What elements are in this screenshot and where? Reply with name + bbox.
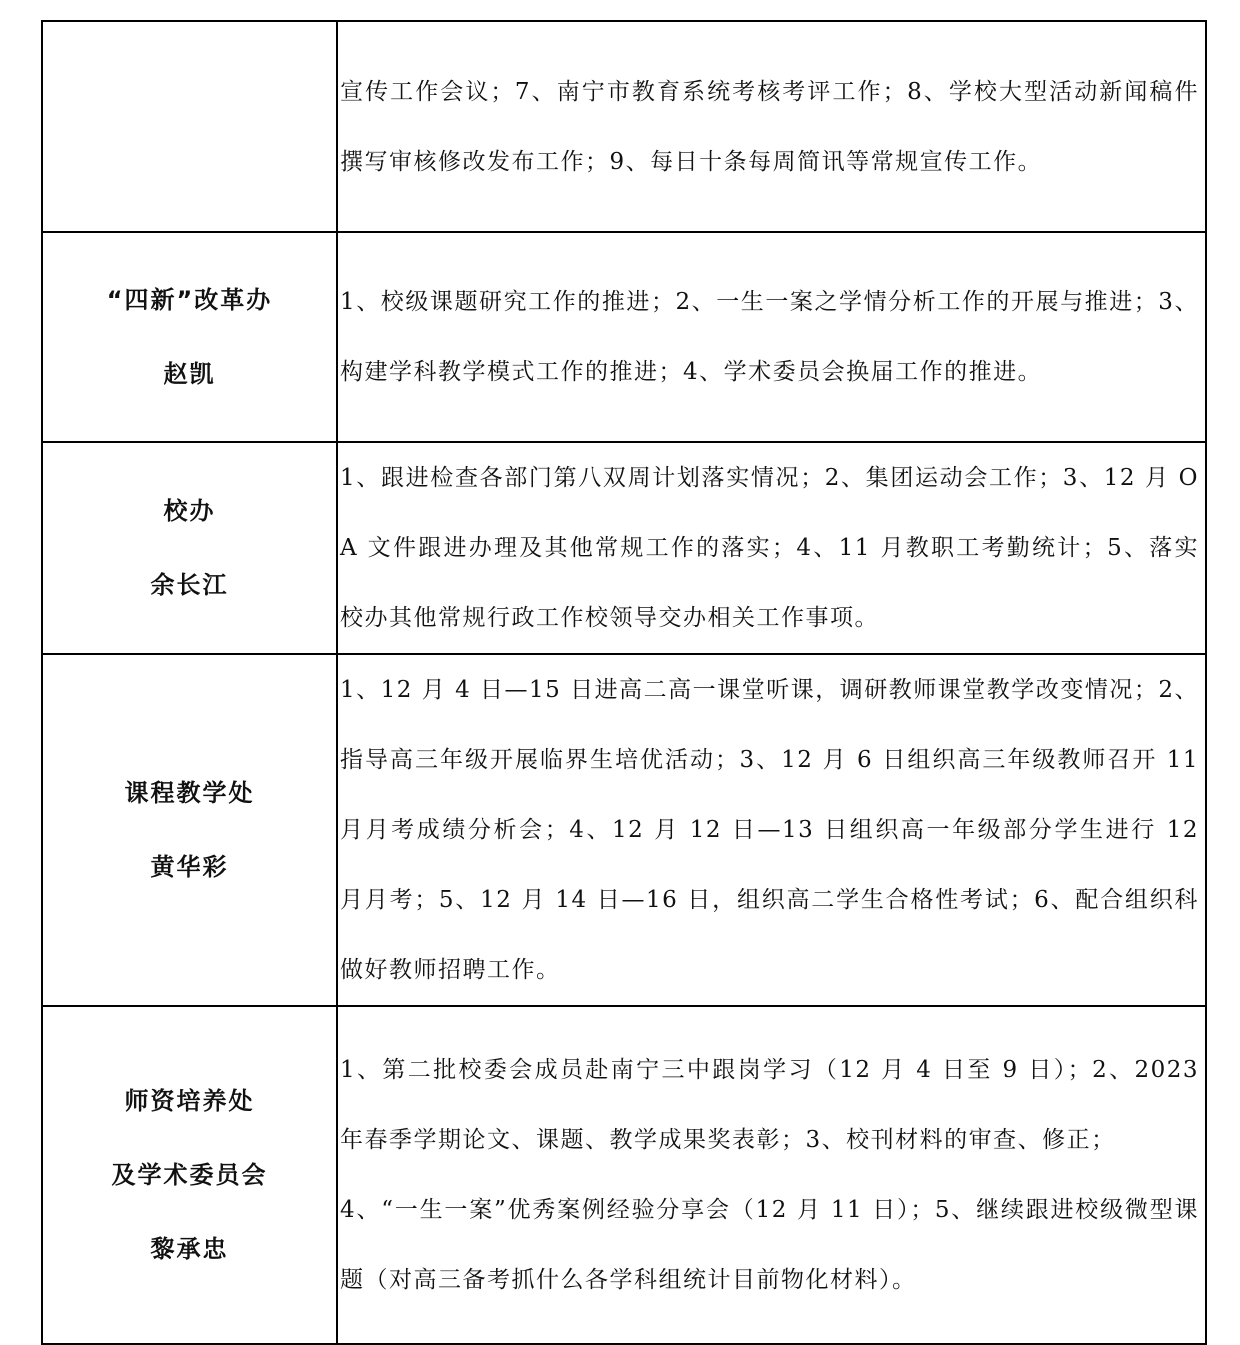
work-plan-table xyxy=(41,20,1207,1345)
department-cell xyxy=(42,654,337,1006)
task-cell xyxy=(337,442,1206,654)
table-row xyxy=(42,442,1206,654)
person-name: 黄华彩 xyxy=(150,853,229,881)
department-cell xyxy=(42,232,337,442)
task-paragraph: 1、校级课题研究工作的推进；2、一生一案之学情分析工作的开展与推进；3、构建学科教学模式工作的推进；4、学术委员会换届工作的推进。 xyxy=(340,289,1199,385)
department-name: 课程教学处 xyxy=(124,779,255,807)
table-row xyxy=(42,1006,1206,1344)
task-paragraph: 4、“一生一案”优秀案例经验分享会（12 月 11 日）；5、继续跟进校级微型课题（对高三备考抓什么各学科组统计目前物化材料）。 xyxy=(340,1197,1199,1293)
table-row xyxy=(42,654,1206,1006)
department-cell xyxy=(42,1006,337,1344)
department-name: 校办 xyxy=(163,497,216,525)
department-name: 师资培养处 xyxy=(124,1087,255,1115)
task-cell xyxy=(337,654,1206,1006)
task-paragraph: 宣传工作会议；7、南宁市教育系统考核考评工作；8、学校大型活动新闻稿件撰写审核修改发布工作；9、每日十条每周简讯等常规宣传工作。 xyxy=(340,78,1199,175)
department-cell xyxy=(42,442,337,654)
task-cell xyxy=(337,232,1206,442)
task-cell xyxy=(337,21,1206,232)
department-name-continued: 及学术委员会 xyxy=(111,1161,268,1189)
person-name: 余长江 xyxy=(150,571,229,599)
department-cell xyxy=(42,21,337,232)
person-name: 赵凯 xyxy=(163,360,216,388)
person-name: 黎承忠 xyxy=(150,1235,229,1263)
department-name: “四新”改革办 xyxy=(106,286,273,314)
table-row xyxy=(42,232,1206,442)
task-paragraph: 1、第二批校委会成员赴南宁三中跟岗学习（12 月 4 日至 9 日）；2、2023 年春季学期论文、课题、教学成果奖表彰；3、校刊材料的审查、修正； xyxy=(340,1057,1199,1153)
table-row xyxy=(42,21,1206,232)
task-paragraph: 1、12 月 4 日—15 日进高二高一课堂听课，调研教师课堂教学改变情况；2、指导高三年级开展临界生培优活动；3、12 月 6 日组织高三年级教师召开 11 月月考成绩分析会；4、12 月 12 日—13 日组织高一年级部分学生进行 12 月月考；5、12 月 14 日—16 日，组织高二学生合格性考试；6、配合组织科做好教师招聘工作。 xyxy=(340,677,1199,983)
task-paragraph: 1、跟进检查各部门第八双周计划落实情况；2、集团运动会工作；3、12 月 OA 文件跟进办理及其他常规工作的落实；4、11 月教职工考勤统计；5、落实校办其他常规行政工作校领导交办相关工作事项。 xyxy=(340,465,1199,631)
task-cell xyxy=(337,1006,1206,1344)
